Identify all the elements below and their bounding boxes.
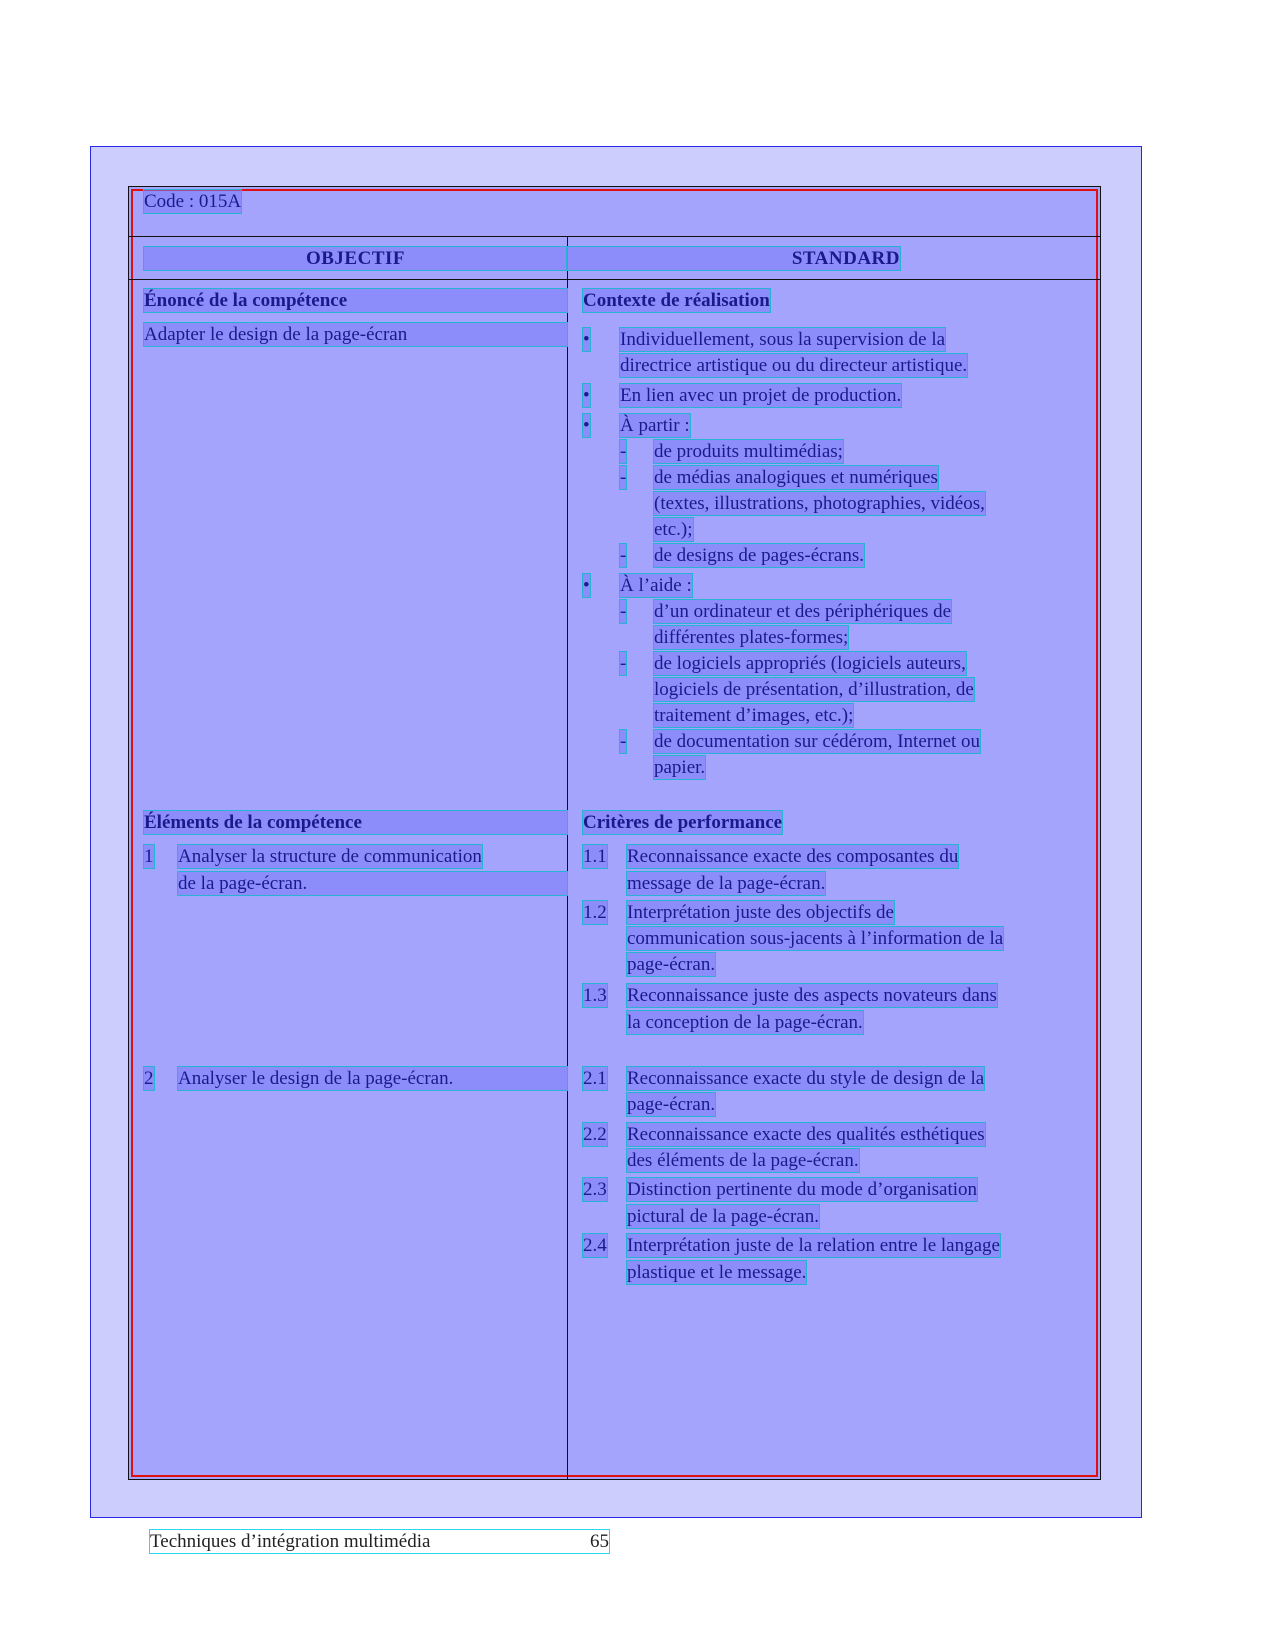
contexte-line: de logiciels appropriés (logiciels auteurs, — [654, 653, 966, 674]
code-label: Code : 015A — [144, 191, 242, 212]
critere-number: 2.3 — [583, 1179, 607, 1200]
dash-marker: - — [620, 467, 627, 488]
header-objectif: OBJECTIF — [144, 247, 567, 270]
dash-marker: - — [620, 731, 627, 752]
bullet-marker: • — [583, 575, 590, 596]
critere-line: plastique et le message. — [627, 1262, 807, 1283]
critere-line: Interprétation juste de la relation entre le langage — [627, 1235, 1000, 1256]
critere-number: 2.2 — [583, 1124, 607, 1145]
element-number: 1 — [144, 846, 154, 867]
contexte-title: Contexte de réalisation — [583, 290, 770, 311]
critere-line: Reconnaissance exacte des composantes du — [627, 846, 959, 867]
contexte-line: différentes plates-formes; — [654, 627, 849, 648]
critere-number: 2.1 — [583, 1068, 607, 1089]
element-line: de la page-écran. — [178, 872, 567, 895]
critere-line: Reconnaissance exacte des qualités esthétiques — [627, 1124, 985, 1145]
critere-number: 1.1 — [583, 846, 607, 867]
contexte-line: de documentation sur cédérom, Internet ou — [654, 731, 981, 752]
enonce-text: Adapter le design de la page-écran — [144, 323, 567, 346]
dash-marker: - — [620, 441, 627, 462]
critere-line: communication sous-jacents à l’information de la — [627, 928, 1004, 949]
footer-title: Techniques d’intégration multimédia — [150, 1531, 431, 1552]
contexte-line: En lien avec un projet de production. — [620, 385, 902, 406]
contexte-line: de médias analogiques et numériques — [654, 467, 938, 488]
critere-number: 1.3 — [583, 985, 607, 1006]
critere-number: 2.4 — [583, 1235, 607, 1256]
critere-number: 1.2 — [583, 902, 607, 923]
contexte-line: de produits multimédias; — [654, 441, 843, 462]
elements-title: Éléments de la compétence — [144, 811, 567, 834]
column-divider — [567, 236, 568, 1480]
contexte-line: directrice artistique ou du directeur artistique. — [620, 355, 968, 376]
critere-line: Reconnaissance exacte du style de design de la — [627, 1068, 985, 1089]
dash-marker: - — [620, 545, 627, 566]
element-line: Analyser le design de la page-écran. — [178, 1067, 567, 1090]
contexte-line: papier. — [654, 757, 706, 778]
header-standard: STANDARD — [567, 247, 900, 270]
header-bottom-rule — [128, 279, 1101, 280]
critere-line: page-écran. — [627, 1094, 716, 1115]
contexte-line: À partir : — [620, 415, 690, 436]
critere-line: la conception de la page-écran. — [627, 1012, 863, 1033]
critere-line: des éléments de la page-écran. — [627, 1150, 859, 1171]
contexte-line: À l’aide : — [620, 575, 692, 596]
contexte-line: logiciels de présentation, d’illustration, de — [654, 679, 974, 700]
contexte-line: Individuellement, sous la supervision de la — [620, 329, 946, 350]
element-line: Analyser la structure de communication — [178, 846, 482, 867]
critere-line: page-écran. — [627, 954, 716, 975]
contexte-line: traitement d’images, etc.); — [654, 705, 854, 726]
bullet-marker: • — [583, 329, 590, 350]
footer — [150, 1530, 609, 1553]
page-number: 65 — [590, 1531, 609, 1552]
contexte-line: d’un ordinateur et des périphériques de — [654, 601, 952, 622]
critere-line: pictural de la page-écran. — [627, 1206, 819, 1227]
criteres-title: Critères de performance — [583, 812, 783, 833]
element-number: 2 — [144, 1068, 154, 1089]
bullet-marker: • — [583, 415, 590, 436]
contexte-line: (textes, illustrations, photographies, vidéos, — [654, 493, 985, 514]
critere-line: Interprétation juste des objectifs de — [627, 902, 894, 923]
critere-line: Distinction pertinente du mode d’organisation — [627, 1179, 978, 1200]
header-top-rule — [128, 236, 1101, 237]
dash-marker: - — [620, 601, 627, 622]
contexte-line: de designs de pages-écrans. — [654, 545, 864, 566]
critere-line: message de la page-écran. — [627, 873, 826, 894]
bullet-marker: • — [583, 385, 590, 406]
contexte-line: etc.); — [654, 519, 693, 540]
dash-marker: - — [620, 653, 627, 674]
enonce-title: Énoncé de la compétence — [144, 289, 567, 312]
critere-line: Reconnaissance juste des aspects novateurs dans — [627, 985, 997, 1006]
